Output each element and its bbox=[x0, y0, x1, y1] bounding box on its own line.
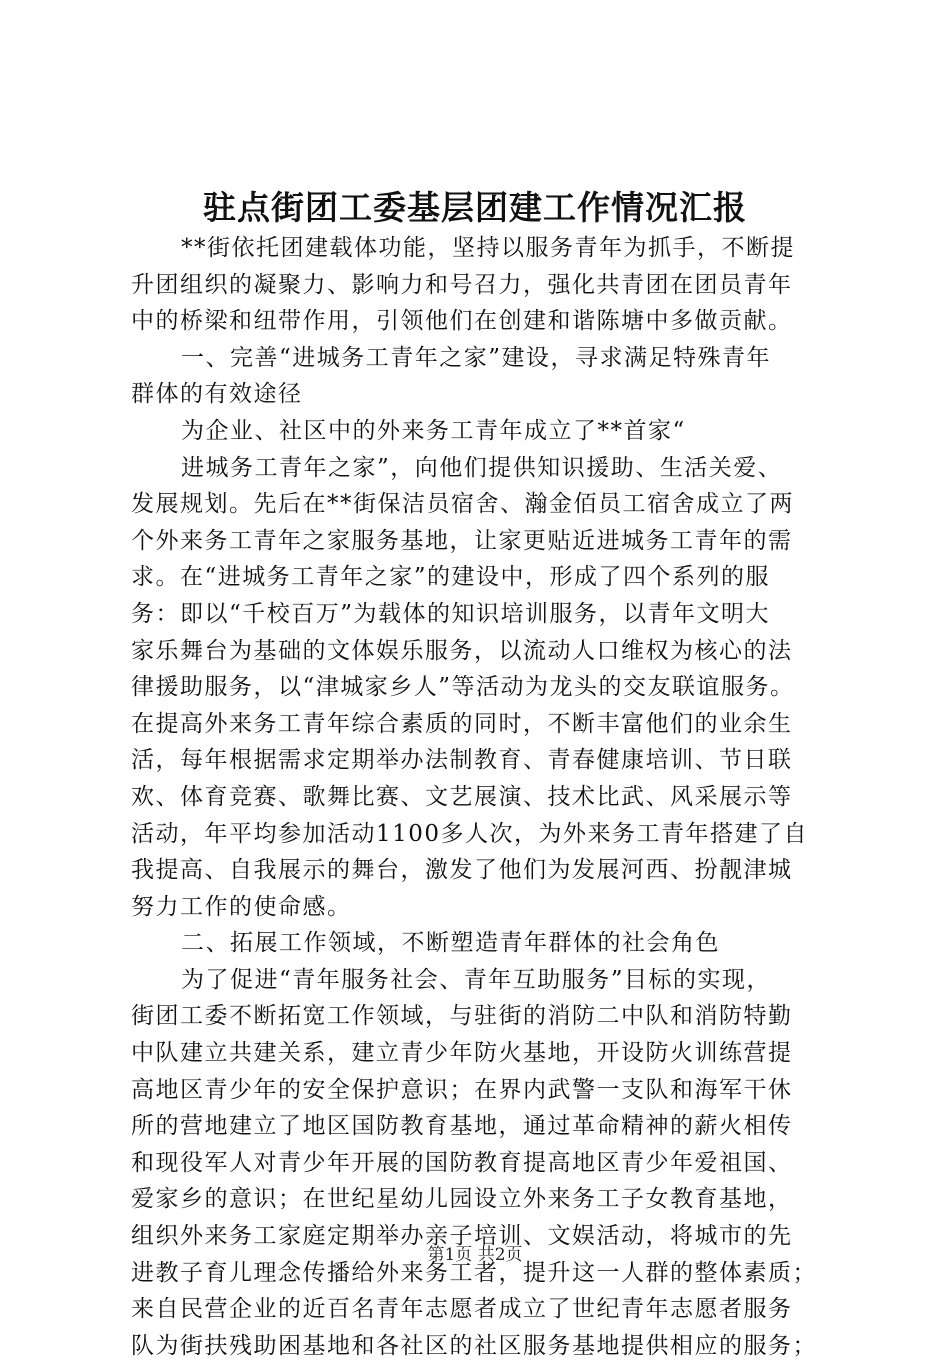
body-line: 努力工作的使命感。 bbox=[131, 893, 352, 920]
body-line: 求。在“进城务工青年之家”的建设中，形成了四个系列的服 bbox=[131, 564, 771, 591]
document-title: 驻点街团工委基层团建工作情况汇报 bbox=[203, 188, 747, 227]
body-line: 务：即以“千校百万”为载体的知识培训服务，以青年文明大 bbox=[131, 600, 771, 627]
body-line: 发展规划。先后在**街保洁员宿舍、瀚金佰员工宿舍成立了两 bbox=[131, 491, 794, 518]
body-line: 进教子育儿理念传播给外来务工者，提升这一人群的整体素质； bbox=[131, 1259, 817, 1286]
body-line: 组织外来务工家庭定期举办亲子培训、文娱活动，将城市的先 bbox=[131, 1223, 793, 1250]
body-line: 为企业、社区中的外来务工青年成立了**首家“ bbox=[181, 417, 686, 444]
body-line: 爱家乡的意识；在世纪星幼儿园设立外来务工子女教育基地， bbox=[131, 1186, 793, 1213]
page-footer: 第1页 共2页 bbox=[427, 1245, 523, 1265]
body-line: 在提高外来务工青年综合素质的同时，不断丰富他们的业余生 bbox=[131, 710, 793, 737]
body-line: 街团工委不断拓宽工作领域，与驻街的消防二中队和消防特勤 bbox=[131, 1003, 793, 1030]
body-line: 进城务工青年之家”，向他们提供知识援助、生活关爱、 bbox=[181, 454, 783, 481]
body-line: **街依托团建载体功能，坚持以服务青年为抓手，不断提 bbox=[181, 235, 795, 261]
body-line: 队为街扶残助困基地和各社区的社区服务基地提供相应的服务； bbox=[131, 1332, 817, 1359]
section-heading-line: 一、完善“进城务工青年之家”建设，寻求满足特殊青年 bbox=[181, 344, 772, 371]
body-line: 高地区青少年的安全保护意识；在界内武警一支队和海军干休 bbox=[131, 1076, 793, 1103]
section-heading-line: 群体的有效途径 bbox=[131, 381, 303, 408]
body-line: 和现役军人对青少年开展的国防教育提高地区青少年爱祖国、 bbox=[131, 1149, 793, 1176]
body-line: 来自民营企业的近百名青年志愿者成立了世纪青年志愿者服务 bbox=[131, 1296, 793, 1323]
body-line: 中队建立共建关系，建立青少年防火基地，开设防火训练营提 bbox=[131, 1040, 793, 1067]
body-line: 为了促进“青年服务社会、青年互助服务”目标的实现， bbox=[181, 966, 772, 993]
document-body bbox=[131, 230, 831, 1364]
body-line: 活，每年根据需求定期举办法制教育、青春健康培训、节日联 bbox=[131, 747, 793, 774]
body-line: 升团组织的凝聚力、影响力和号召力，强化共青团在团员青年 bbox=[131, 271, 793, 298]
body-line: 所的营地建立了地区国防教育基地，通过革命精神的薪火相传 bbox=[131, 1113, 793, 1140]
body-line: 中的桥梁和纽带作用，引领他们在创建和谐陈塘中多做贡献。 bbox=[131, 308, 793, 335]
body-line: 家乐舞台为基础的文体娱乐服务，以流动人口维权为核心的法 bbox=[131, 637, 793, 664]
body-line: 活动，年平均参加活动1100多人次，为外来务工青年搭建了自 bbox=[131, 820, 809, 847]
body-line: 欢、体育竞赛、歌舞比赛、文艺展演、技术比武、风采展示等 bbox=[131, 783, 793, 810]
body-line: 律援助服务，以“津城家乡人”等活动为龙头的交友联谊服务。 bbox=[131, 674, 795, 701]
section-heading-line: 二、拓展工作领域，不断塑造青年群体的社会角色 bbox=[181, 930, 720, 957]
body-line: 我提高、自我展示的舞台，激发了他们为发展河西、扮靓津城 bbox=[131, 857, 793, 884]
body-line: 个外来务工青年之家服务基地，让家更贴近进城务工青年的需 bbox=[131, 527, 793, 554]
